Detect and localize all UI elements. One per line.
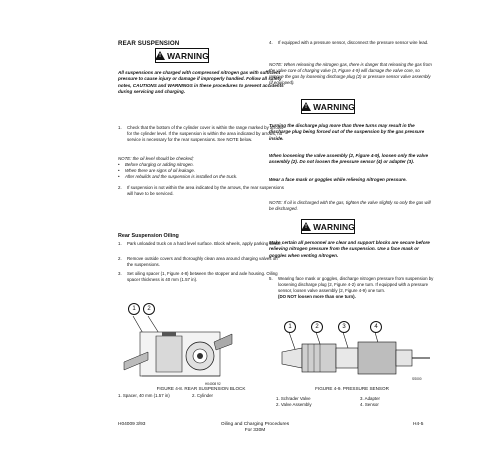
warning-text-2c: Wear a face mask or goggles while relieving nitrogen pressure. [269, 177, 407, 182]
footer-title: Oiling and Charging Procedures For 330M [220, 422, 290, 433]
fig49-caption: FIGURE 4-9. PRESSURE SENSOR [315, 386, 389, 391]
warning-label: WARNING [167, 50, 209, 61]
warning-box-2: ! WARNING [301, 99, 355, 114]
warning-box-1 [155, 48, 209, 63]
warning-text-1: All suspensions are charged with compressed nitrogen gas with sufficient pressure to cause injury or damage if improperly handled. Follow all safety notes, CAUTIONS and WARNINGS in these procedures to prevent accidents during servicing and charging. [118, 70, 284, 95]
step-2 [118, 185, 284, 197]
warning-text-2b: When loosening the valve assembly (2, Figure 4-9), loosen only the valve assembly (2). Do not loosen the pressure sensor (4) or adapter (3). [269, 153, 429, 165]
fig49-code: SS000 [412, 377, 422, 381]
step-1 [118, 125, 284, 143]
step-5: 5. Wearing face mask or goggles, discharge nitrogen pressure from suspension by loosening discharge plug (2, Figure 4-2) one turn. If equipped with a pressure sensor, loosen valve assembly (2, Figure 4-9) one turn. (DO NOT loosen more than one turn). [269, 276, 434, 299]
step-text: If suspension is not within the area indicated by the arrows, the rear suspensions will have to be serviced. [127, 185, 284, 196]
footer-page-number: H4-5 [413, 422, 424, 427]
oiling-step-3: 3. Set oiling spacer (1, Figure 4-8) between the stopper and axle housing. Oiling spacer thickness is 40 mm (1.57 in). [118, 271, 278, 282]
section-title: REAR SUSPENSION [118, 40, 180, 47]
note-2: NOTE: When releasing the nitrogen gas, there is danger that releasing the gas from the valve core of charging valve (3, Figure 4-9) will damage the valve core, so remove the gas by loosening discharge plug (2) or pressure sensor valve assembly (if equipped). [269, 62, 432, 85]
list-item: • After rebuilds and the suspension is installed on the truck. [118, 174, 238, 179]
warning-box-3: ! WARNING [301, 219, 355, 234]
list-item: • Before charging or adding nitrogen. [118, 162, 194, 167]
fig48-legend-2: 2. Cylinder [192, 393, 213, 398]
step-text: Check that the bottom of the cylinder cover is within the range marked by arrows for the cylinder level. If the suspension is within the area indicated by arrows, no service is necessary for the rear suspensions. See NOTE below. [127, 125, 284, 142]
callout-2: 2 [143, 303, 155, 315]
fig49-legend-2: 2. Valve Assembly [276, 402, 312, 407]
warning-triangle-icon: ! [301, 102, 311, 111]
step-number: 1. [118, 125, 122, 130]
warning-text-3: Make certain all personnel are clear and support blocks are secure before relieving nitrogen pressure from the suspension. Use a face mask or goggles when venting nitrogen. [269, 240, 430, 258]
callout-2: 2 [311, 321, 323, 333]
step-number: 2. [118, 185, 122, 190]
list-item: • When there are signs of oil leakage. [118, 168, 196, 173]
callout-3: 3 [338, 321, 350, 333]
fig48-code: H04008 92 [205, 382, 221, 386]
fig49-legend-4: 4. Sensor [360, 402, 379, 407]
pressure-sensor-illustration [272, 330, 432, 380]
fig48-caption: FIGURE 4-8. REAR SUSPENSION BLOCK [156, 386, 246, 391]
fig49-legend-3: 3. Adapter [360, 396, 381, 401]
step-4: 4. If equipped with a pressure sensor, disconnect the pressure sensor wire lead. [269, 40, 429, 45]
oiling-title: Rear Suspension Oiling [118, 233, 179, 239]
warning-triangle-icon: ! [155, 51, 165, 60]
note-3: NOTE: If oil is discharged with the gas, tighten the valve slightly so only the gas will be discharged. [269, 200, 431, 211]
callout-4: 4 [370, 321, 382, 333]
step-5-bold: (DO NOT loosen more than one turn). [278, 294, 356, 299]
oiling-step-2: 2. Remove outside covers and thoroughly clean area around charging valves on the suspensions. [118, 256, 278, 267]
callout-1: 1 [284, 321, 296, 333]
note-1-head: NOTE: the oil level should be checked; [118, 156, 194, 161]
rear-suspension-block-illustration [118, 312, 238, 384]
warning-text-2a: Turning the discharge plug more than three turns may result in the discharge plug being forced out of the suspension by the gas pressure inside. [269, 123, 425, 141]
note-1-bullets [118, 162, 284, 180]
fig48-legend-1: 1. Spacer, 40 mm (1.57 in) [118, 393, 170, 398]
footer-doc-code: H04009 3/93 [118, 422, 146, 427]
fig49-legend-1: 1. Schrader Valve [276, 396, 311, 401]
callout-1: 1 [128, 303, 140, 315]
oiling-step-1: 1. Park unloaded truck on a hard level surface. Block wheels, apply parking brake. [118, 241, 282, 246]
warning-triangle-icon: ! [301, 222, 311, 231]
